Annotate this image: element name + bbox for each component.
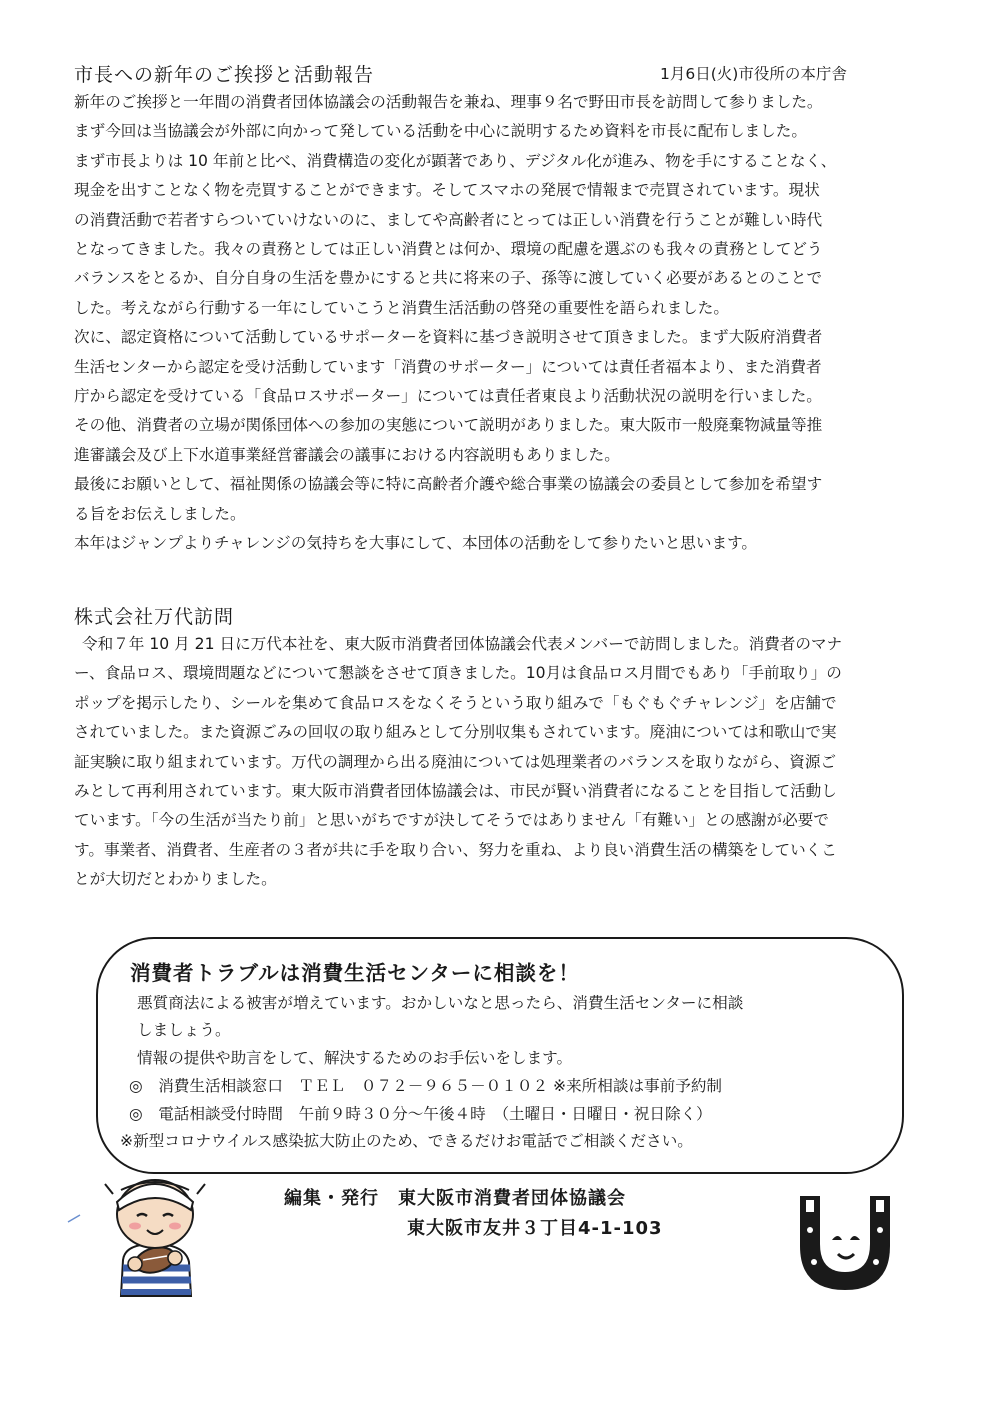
notice-covid-line: ※新型コロナウイルス感染拡大防止のため、できるだけお電話でご相談ください。: [120, 1132, 693, 1150]
paragraph-line: とが大切だとわかりました。: [74, 870, 277, 889]
paragraph-line: す。事業者、消費者、生産者の３者が共に手を取り合い、努力を重ね、より良い消費生活の構築をしていくこ: [74, 840, 837, 859]
paragraph-line: 令和７年 10 月 21 日に万代本社を、東大阪市消費者団体協議会代表メンバーで訪問しました。消費者のマナ: [82, 635, 843, 653]
notice-text-line: 悪質商法による被害が増えています。おかしいなと思ったら、消費生活センターに相談: [137, 994, 744, 1012]
paragraph-line: 現金を出すことなく物を売買することができます。そしてスマホの発展で情報まで売買されています。現状: [74, 181, 820, 200]
notice-hours-line: ◎ 電話相談受付時間 午前９時３０分～午後４時 （土曜日・日曜日・祝日除く）: [129, 1105, 712, 1123]
paragraph-line: されていました。また資源ごみの回収の取り組みとして分別収集もされています。廃油については和歌山で実: [74, 723, 837, 742]
paragraph-line: バランスをとるか、自分自身の生活を豊かにすると共に将来の子、孫等に渡していく必要があるとのことで: [74, 269, 823, 288]
horseshoe-face-logo-icon: [786, 1182, 904, 1302]
paragraph-line: まず市長よりは 10 年前と比べ、消費構造の変化が顕著であり、デジタル化が進み、物を手にすることなく、: [74, 151, 837, 170]
paragraph-line: ー、食品ロス、環境問題などについて懇談をさせて頂きました。10月は食品ロス月間でもあり「手前取り」の: [74, 664, 842, 683]
paragraph-line: 証実験に取り組まれています。万代の調理から出る廃油については処理業者のバランスを取りながら、資源ご: [74, 752, 837, 771]
notice-text-line: 情報の提供や助言をして、解決するためのお手伝いをします。: [137, 1049, 573, 1067]
paragraph-line: 庁から認定を受けている「食品ロスサポーター」については責任者東良より活動状況の説明を行いました。: [74, 387, 822, 406]
section2-title: 株式会社万代訪問: [74, 606, 235, 628]
paragraph-line: 本年はジャンプよりチャレンジの気持ちを大事にして、本団体の活動をして参りたいと思います。: [74, 534, 758, 553]
paragraph-line: まず今回は当協議会が外部に向かって発している活動を中心に説明するため資料を市長に配布しました。: [74, 122, 807, 141]
paragraph-line: した。考えながら行動する一年にしていこうと消費生活活動の啓発の重要性を語られました。: [74, 298, 729, 317]
paragraph-line: ポップを掲示したり、シールを集めて食品ロスをなくそうという取り組みで「もぐもぐチャレンジ」を店舗で: [74, 693, 837, 712]
notice-title: 消費者トラブルは消費生活センターに相談を！: [130, 961, 580, 985]
paragraph-line: ています。「今の生活が当たり前」と思いがちですが決してそうではありません「有難い」との感謝が必要で: [74, 811, 829, 830]
paragraph-line: 最後にお願いとして、福祉関係の協議会等に特に高齢者介護や総合事業の協議会の委員として参加を希望す: [74, 475, 823, 494]
paragraph-line: みとして再利用されています。東大阪市消費者団体協議会は、市民が賢い消費者になることを目指して活動し: [74, 782, 837, 801]
paragraph-line: となってきました。我々の責務としては正しい消費とは何か、環境の配慮を選ぶのも我々の責務としてどう: [74, 240, 823, 259]
pen-mark-icon: [66, 1212, 82, 1224]
section2-body: [74, 630, 934, 895]
paragraph-line: 次に、認定資格について活動しているサポーターを資料に基づき説明させて頂きました。まず大阪府消費者: [74, 328, 823, 347]
notice-text-line: しましょう。: [137, 1021, 231, 1039]
rugby-mascot-icon: [95, 1172, 215, 1300]
paragraph-line: の消費活動で若者すらついていけないのに、ましてや高齢者にとっては正しい消費を行うことが難しい時代: [74, 210, 823, 229]
notice-phone-line: ◎ 消費生活相談窓口 ＴＥＬ ０７２－９６５－０１０２ ※来所相談は事前予約制: [129, 1077, 723, 1095]
paragraph-line: その他、消費者の立場が関係団体への参加の実態について説明がありました。東大阪市一般廃棄物減量等推: [74, 416, 823, 435]
paragraph-line: 新年のご挨拶と一年間の消費者団体協議会の活動報告を兼ね、理事９名で野田市長を訪問して参りました。: [74, 93, 823, 111]
publisher-label: 編集・発行 東大阪市消費者団体協議会: [284, 1188, 626, 1209]
paragraph-line: 生活センターから認定を受け活動しています「消費のサポーター」については責任者福本より、また消費者: [74, 357, 822, 376]
section1-date-location: 1月6日(火)市役所の本庁舎: [660, 65, 847, 83]
section1-body: [74, 88, 934, 559]
paragraph-line: る旨をお伝えしました。: [74, 504, 246, 523]
paragraph-line: 進審議会及び上下水道事業経営審議会の議事における内容説明もありました。: [74, 445, 620, 464]
publisher-address: 東大阪市友井３丁目4-1-103: [407, 1218, 663, 1239]
section1-title: 市長への新年のご挨拶と活動報告: [74, 64, 375, 86]
